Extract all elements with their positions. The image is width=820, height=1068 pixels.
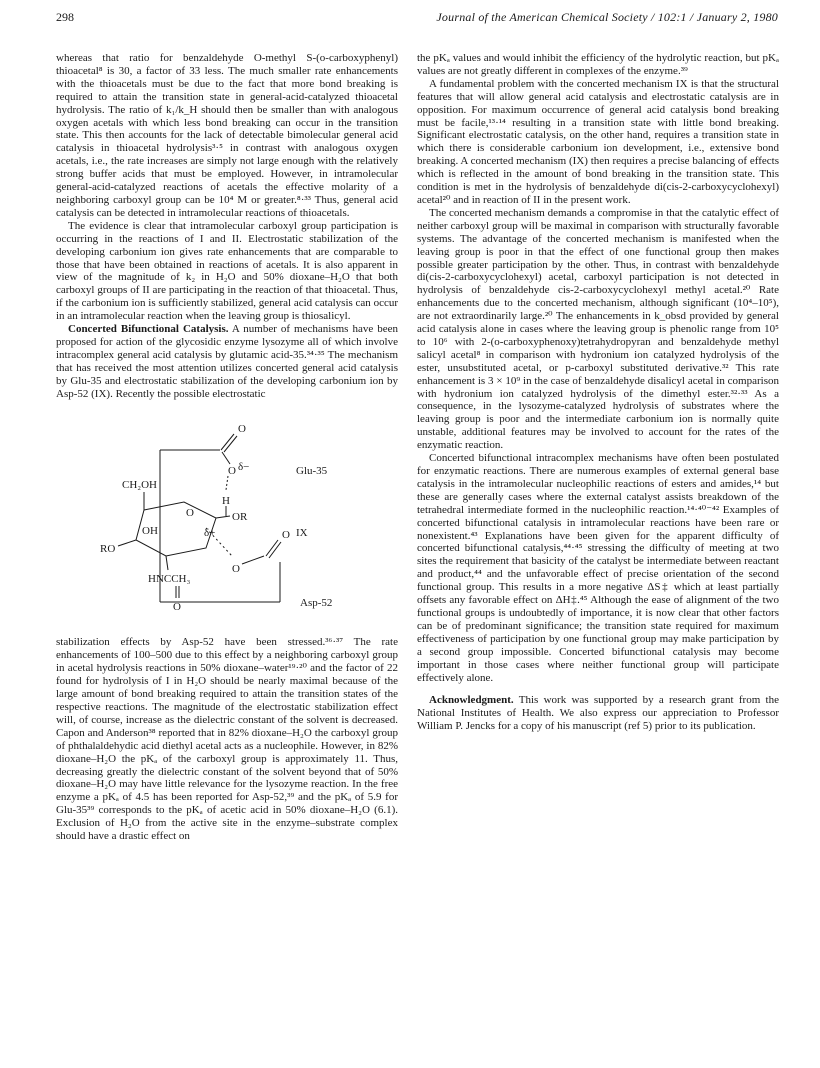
glu-35-label: Glu-35 <box>296 465 328 478</box>
atom-or: OR <box>232 511 248 524</box>
paragraph-concerted-catalysis <box>56 323 398 400</box>
delta-minus-label: δ− <box>238 461 250 474</box>
atom-h: H <box>222 495 230 508</box>
atom-o-glu: O <box>238 423 246 436</box>
hydrogen-bond <box>226 476 228 490</box>
ring-ro-bond <box>118 540 136 546</box>
paragraph: the pKₐ values and would inhibit the efficiency of the hydrolytic reaction, but pKₐ values are not greatly different in complexes of the enzyme.³⁹ <box>417 52 779 77</box>
page-number: 298 <box>56 10 74 24</box>
page-header <box>56 10 778 28</box>
atom-o-asp-carbonyl: O <box>282 529 290 542</box>
paragraph: A fundamental problem with the concerted mechanism IX is that the structural features that will allow general acid catalysis and electrostatic catalysis are in opposition. For maximum occurrence of general acid catalysis bond breaking must be facile,¹³·¹⁴ resulting in a transition state with little bond breaking. Significant electrostatic catalysis, on the other hand, requires a transition state in which there is considerable carbonium ion development, i.e., extensive bond breaking. A concerted mechanism (IX) then requires a precise balancing of effects which is reflected in the amount of bond breaking in the transition state. This condition is met in the hydrolysis of benzaldehyde di(cis-2-carboxycyclohexyl) acetal²⁰ and in reaction of II in the present work. <box>417 77 779 206</box>
atom-oh: OH <box>142 525 158 538</box>
atom-o-asp: O <box>232 563 240 576</box>
asp-co-bond <box>242 556 264 564</box>
paragraph: whereas that ratio for benzaldehyde O-methyl S-(o-carboxyphenyl) thioacetal⁸ is 30, a factor of 33 less. The much smaller rate enhancements with the thioacetals must be due to the fact that more bond breaking is required to attain the transition state in general-acid-catalyzed thioacetal hydrolysis. The ratio of k₁/k_H should then be smaller than with analogous oxygen acetals with which less bond breaking can occur in the transition state. This then accounts for the lack of detectable bimolecular general acid catalysis in thioacetal hydrolysis³·⁵ in contrast with analogous oxygen acetals, i.e., the rate increases are simply not large enough with the relatively strong buffer acids that must be employed. However, in intramolecular general-acid-catalyzed reactions of acetals the effective molarity of a neighboring carboxyl group can be 10⁴ M or greater.⁸·³³ Thus, general acid catalysis can be detected in intramolecular reactions of thioacetals. <box>56 52 398 219</box>
atom-ch2oh: CH₂OH <box>122 479 158 492</box>
atom-o-glu-delta: O <box>228 465 236 478</box>
lysozyme-mechanism-diagram <box>56 410 398 628</box>
atom-hnccH3: HNCCH₃ <box>148 573 191 586</box>
left-column <box>56 52 398 843</box>
acknowledgment-text: This work was supported by a research grant from the National Institutes of Health. We also express our appreciation to Professor William P. Jencks for a copy of his manuscript (ref 5) prior to its publication. <box>417 694 779 733</box>
paragraph: Concerted bifunctional intracomplex mechanisms have often been postulated for enzymatic reactions. There are numerous examples of external general base catalysis in the intramolecular nucleophilic reactions of esters and amides,¹⁴ but these are generally cases where the external catalyst assists breakdown of the tetrahedral intermediate formed in the nucleophilic reaction.¹⁴·⁴⁰⁻⁴² Examples of concerted bifunctional catalysis in intramolecular reactions have been rare or nonexistent.⁴³ Explanations have been given for the apparent difficulty of concerted bifunctional catalysis,⁴⁴·⁴⁵ stressing the difficulty of meeting at two sites the requirement that basicity of the catalyst be intermediate between reactant and product,⁴⁴ and the unfavorable effect of precise orientation of the second functional group. This results in a more negative ΔS‡ which at least partially offsets any favorable effect on ΔH‡.⁴⁵ Although the ease of alignment of the two functional groups is undoubtedly of importance, it is now clear that other factors can be of predominant significance; the transition state required for maximum effectiveness of participation by one functional group may make participation by a second group impossible. Concerted bifunctional catalysis may become important in those cases where neither functional group will participate effectively alone. <box>417 452 779 684</box>
paragraph-acknowledgment <box>417 694 779 733</box>
right-column <box>417 52 779 733</box>
paragraph-text: A number of mechanisms have been proposed for action of the glycosidic enzyme lysozyme all of which involve intracomplex general acid catalysis by glutamic acid-35.³⁴·³⁵ The mechanism that has received the most attention utilizes concerted general acid catalysis by Glu-35 and electrostatic stabilization of the developing carbonium ion by Asp-52 (IX). Recently the possible electrostatic <box>56 323 398 400</box>
atom-ro: RO <box>100 543 116 556</box>
section-heading-concerted: Concerted Bifunctional Catalysis. <box>68 323 229 336</box>
ring-or-bond <box>216 516 230 518</box>
structure-figure-ix <box>56 410 398 628</box>
acknowledgment-heading: Acknowledgment. <box>429 694 514 707</box>
paragraph: The concerted mechanism demands a compromise in that the catalytic effect of neither carboxyl group will be maximal in comparison with structurally favorable systems. The advantage of the concerted mechanism is manifested when the leaving group is poor in that the effect of one functional group then makes possible greater participation by the other. Thus, in contrast with benzaldehyde di(cis-2-carboxycyclohexyl) acetal, carboxyl participation is not detected in hydrolysis of benzaldehyde cis-2-carboxycyclohexyl methyl acetal.²⁰ Rate enhancements due to the concerted mechanism, although significant (10⁴–10⁵), are not extraordinarily large.²⁰ The enhancements in k_obsd provided by general acid catalysis alone in cases where the leaving group is phenolic range from 10⁵ to 10⁶ with 2-(o-carboxyphenoxy)tetrahydropyran and benzaldehyde methyl salicyl acetal⁸ in comparison with hydronium ion catalyzed hydrolysis of the ester, unsubstituted acetal, or p-carboxyl substituted derivative.³² This rate enhancement is 3 × 10⁹ in the case of benzaldehyde disalicyl acetal in comparison with hydronium ion catalyzed hydrolysis of the dimethyl ester.³²·³³ As a consequence, in the lysozyme-catalyzed hydrolysis of substrates where the leaving group is poor and the intermediate carbonium ion is normally quite unstable, additional features may be involved to account for the rates of the enzymatic reaction. <box>417 206 779 452</box>
glu-co-bond <box>222 452 230 464</box>
asp-52-label: Asp-52 <box>300 597 333 610</box>
journal-running-head: Journal of the American Chemical Society / 102:1 / January 2, 1980 <box>436 10 778 24</box>
atom-o-amide: O <box>173 601 181 614</box>
ring-n-bond <box>166 556 168 570</box>
structure-number-ix: IX <box>296 527 308 540</box>
paragraph: stabilization effects by Asp-52 have been stressed.³⁶·³⁷ The rate enhancements of 100–500 due to this effect by a neighboring carboxyl group in acetal hydrolysis reactions in 50% dioxane–water¹⁹·²⁰ and the factor of 22 found for hydrolysis of I in H₂O should be nearly maximal because of the large amount of bond breaking required to attain the transition states of the respective reactions. The magnitude of the electrostatic stabilization effect will, of course, increase as the dielectric constant of the solvent is decreased. Capon and Anderson³⁸ reported that in 82% dioxane–H₂O the carboxyl group of phthalaldehydic acid diethyl acetal acts as a nucleophile. However, in 82% dioxane–H₂O the pKₐ of the carboxyl group is approximately 11. Thus, decreasing greatly the dielectric constant of the solvent beyond that of 50% dioxane–H₂O may have little relevance for the lysozyme reaction. In the free enzyme a pKₐ of 4.5 has been reported for Asp-52,³⁹ and the pKₐ of 5.9 for Glu-35³⁹ corresponds to the pKₐ of acetic acid in 50% dioxane–H₂O (6.1). Exclusion of H₂O from the active site in the enzyme–substrate complex should have a drastic effect on <box>56 636 398 843</box>
atom-ring-o: O <box>186 507 194 520</box>
delta-plus-label: δ+ <box>204 527 216 540</box>
paragraph: The evidence is clear that intramolecular carboxyl group participation is occurring in the reactions of I and II. Electrostatic stabilization of the developing carbonium ion gives rate enhancements that are comparable to those that have been obtained in reactions of acetals. It is also apparent in view of the magnitude of k₂ in H₂O and 50% dioxane–H₂O that both carboxyl groups of II are participating in the reaction of that thioacetal. Thus, if the carbonium ion is sufficiently stabilized, general acid catalysis can occur in an intramolecular reaction when the leaving group is thiosalicyl. <box>56 219 398 323</box>
